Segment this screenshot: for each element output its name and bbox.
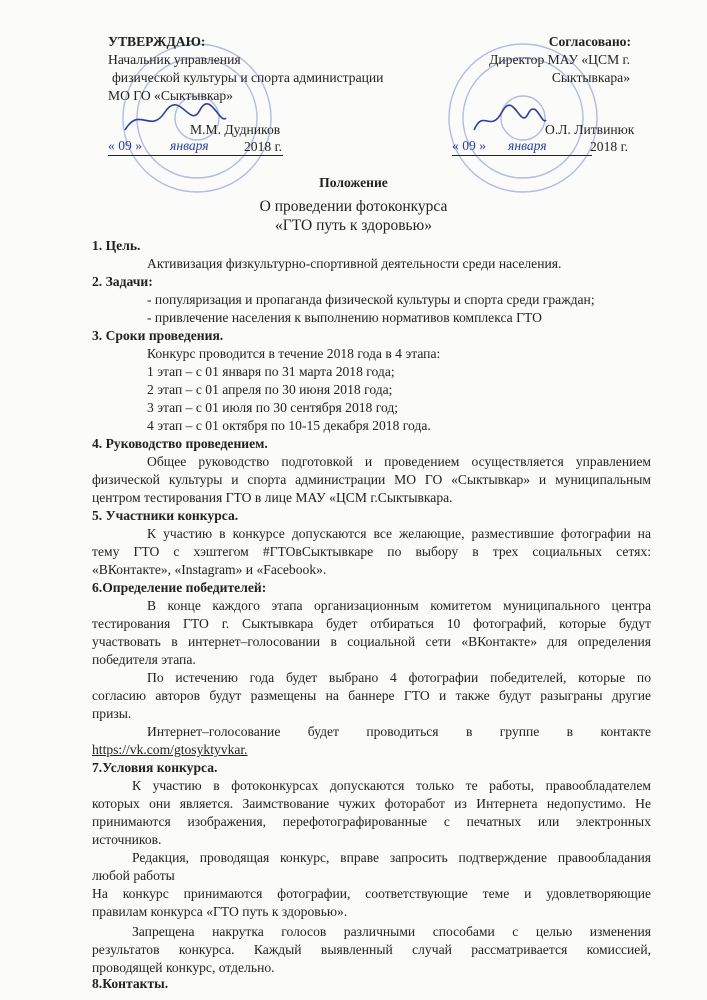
section7-p1-line: К участию в фотоконкурсах допускаются только те работы, правообладателем bbox=[132, 778, 651, 793]
section5-line: тему ГТО с хэштегом #ГТОвСыктывкаре по выбору в трех социальных сетях: bbox=[92, 544, 651, 559]
approval-signer: М.М. Дудников bbox=[190, 122, 281, 137]
doc-subtitle2: «ГТО путь к здоровью» bbox=[275, 217, 432, 234]
section3-line: 4 этап – с 01 октября по 10-15 декабря 2018 года. bbox=[147, 418, 431, 433]
section6-title: 6.Определение победителей: bbox=[92, 580, 267, 595]
agreement-title: Согласовано: bbox=[548, 34, 631, 49]
section3-line: 2 этап – с 01 апреля по 30 июня 2018 года; bbox=[147, 382, 393, 397]
section6-p1-line: тестирования ГТО г. Сыктывкара будет отбираться 10 фотографий, которые будут bbox=[92, 616, 651, 631]
section6-p1-line: победителя этапа. bbox=[92, 652, 196, 667]
approval-date-year: 2018 г. bbox=[244, 139, 283, 154]
section7-p3-line: На конкурс принимаются фотографии, соответствующие теме и удовлетворяющие bbox=[92, 886, 651, 901]
section7-p2-line: любой работы bbox=[92, 868, 175, 883]
section7-title: 7.Условия конкурса. bbox=[92, 760, 218, 775]
agreement-date-year: 2018 г. bbox=[590, 139, 629, 154]
section6-p3-line: Интернет–голосование будет проводиться в группе в контакте bbox=[147, 724, 651, 739]
doc-subtitle1: О проведении фотоконкурса bbox=[259, 198, 448, 215]
section7-p2-line: Редакция, проводящая конкурс, вправе запросить подтверждение правообладания bbox=[132, 850, 651, 865]
agreement-date-month: января bbox=[508, 138, 547, 153]
section4-line: физической культуры и спорта администрации МО ГО «Сыктывкар» и муниципальным bbox=[92, 472, 651, 487]
section7-p4-line: проводящей конкурс, отдельно. bbox=[92, 960, 275, 975]
section1-title: 1. Цель. bbox=[92, 238, 141, 253]
section6-p2-line: согласию авторов будут размещены на баннере ГТО и также будут разыграны другие bbox=[92, 688, 651, 703]
agreement-line1: Директор МАУ «ЦСМ г. bbox=[489, 52, 630, 67]
vk-group-link[interactable]: https://vk.com/gtosyktyvkar. bbox=[92, 742, 248, 757]
section7-p4-line: результатов конкурса. Каждый выявленный случай рассматривается комиссией, bbox=[92, 942, 651, 957]
section7-p4-line: Запрещена накрутка голосов различными способами с целью изменения bbox=[132, 924, 651, 939]
section8-title: 8.Контакты. bbox=[92, 976, 169, 991]
section5-title: 5. Участники конкурса. bbox=[92, 508, 239, 523]
section3-line: 1 этап – с 01 января по 31 марта 2018 года; bbox=[147, 364, 395, 379]
section3-title: 3. Сроки проведения. bbox=[92, 328, 224, 343]
section6-p1-line: В конце каждого этапа организационным комитетом муниципального центра bbox=[147, 598, 651, 613]
section1-text: Активизация физкультурно-спортивной деятельности среди населения. bbox=[147, 256, 562, 271]
section5-line: «ВКонтакте», «Instagram» и «Facebook». bbox=[92, 562, 327, 577]
approval-line2: физической культуры и спорта администрации bbox=[112, 70, 384, 85]
section5-line: К участию в конкурсе допускаются все желающие, разместившие фотографии на bbox=[147, 526, 651, 541]
section4-title: 4. Руководство проведением. bbox=[92, 436, 268, 451]
agreement-date-day: « 09 » bbox=[452, 138, 486, 153]
section7-p3-line: правилам конкурса «ГТО путь к здоровью». bbox=[92, 904, 348, 919]
doc-heading: Положение bbox=[319, 175, 388, 190]
section6-p2-line: По истечению года будет выбрано 4 фотографии победителей, которые по bbox=[147, 670, 651, 685]
section2-item: - популяризация и пропаганда физической культуры и спорта среди граждан; bbox=[147, 292, 595, 307]
approval-title: УТВЕРЖДАЮ: bbox=[108, 34, 206, 49]
approval-line1: Начальник управления bbox=[108, 52, 241, 67]
signature-right bbox=[470, 100, 550, 140]
section6-p1-line: участвовать в интернет–голосовании в социальной сети «ВКонтакте» для определения bbox=[92, 634, 651, 649]
approval-line3: МО ГО «Сыктывкар» bbox=[108, 88, 233, 103]
section7-p1-line: источников. bbox=[92, 832, 162, 847]
section4-line: центром тестирования ГТО в лице МАУ «ЦСМ г.Сыктывкара. bbox=[92, 490, 453, 505]
section6-p2-line: призы. bbox=[92, 706, 132, 721]
section7-p1-line: которых они является. Заимствование чужих фоторабот из Интернета недопустимо. Не bbox=[92, 796, 651, 811]
section3-line: Конкурс проводится в течение 2018 года в 4 этапа: bbox=[147, 346, 441, 361]
section7-p1-line: принимаются изображения, перефотографированные с печатных или электронных bbox=[92, 814, 651, 829]
section4-line: Общее руководство подготовкой и проведением осуществляется управлением bbox=[147, 454, 651, 469]
section2-item: - привлечение населения к выполнению нормативов комплекса ГТО bbox=[147, 310, 542, 325]
section2-title: 2. Задачи: bbox=[92, 274, 153, 289]
agreement-signer: О.Л. Литвинюк bbox=[545, 122, 635, 137]
approval-date-day: « 09 » bbox=[108, 138, 142, 153]
agreement-line2: Сыктывкара» bbox=[551, 70, 630, 85]
section3-line: 3 этап – с 01 июля по 30 сентября 2018 год; bbox=[147, 400, 399, 415]
approval-date-month: января bbox=[170, 138, 209, 153]
